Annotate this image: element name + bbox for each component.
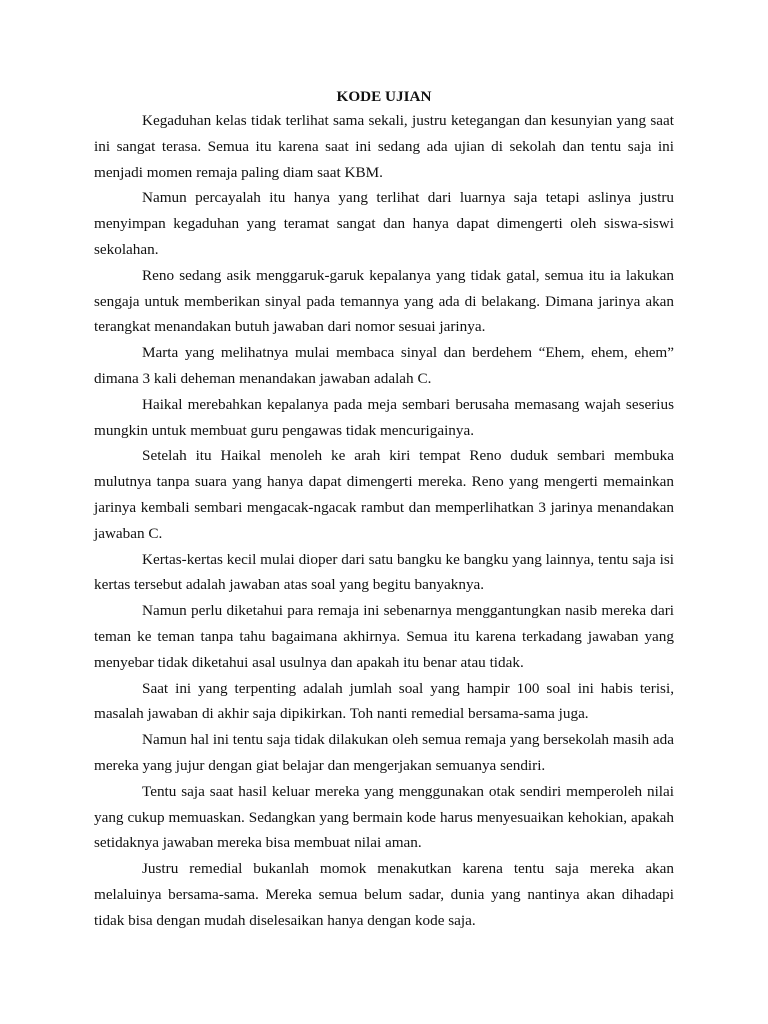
- document-body: [94, 86, 674, 934]
- paragraph: Namun percayalah itu hanya yang terlihat dari luarnya saja tetapi aslinya justru menyimpan kegaduhan yang teramat sangat dan hanya dapat dimengerti oleh siswa-siswi sekolahan.: [94, 189, 674, 258]
- paragraph: Saat ini yang terpenting adalah jumlah soal yang hampir 100 soal ini habis terisi, masalah jawaban di akhir saja dipikirkan. Toh nanti remedial bersama-sama juga.: [94, 679, 674, 723]
- paragraph: Reno sedang asik menggaruk-garuk kepalanya yang tidak gatal, semua itu ia lakukan sengaja untuk memberikan sinyal pada temannya yang ada di belakang. Dimana jarinya akan terangkat menandakan butuh jawaban dari nomor sesuai jarinya.: [94, 266, 674, 336]
- paragraph: Tentu saja saat hasil keluar mereka yang menggunakan otak sendiri memperoleh nilai yang cukup memuaskan. Sedangkan yang bermain kode harus menyesuaikan kehokian, apakah setidaknya jawaban mereka bisa membuat nilai aman.: [94, 782, 674, 852]
- paragraph: Setelah itu Haikal menoleh ke arah kiri tempat Reno duduk sembari membuka mulutnya tanpa suara yang hanya dapat dimengerti mereka. Reno yang mengerti memainkan jarinya kembali sembari mengacak-ngacak rambut dan memperlihatkan 3 jarinya menandakan jawaban C.: [94, 447, 674, 542]
- paragraph: Haikal merebahkan kepalanya pada meja sembari berusaha memasang wajah seserius mungkin untuk membuat guru pengawas tidak mencurigainya.: [94, 395, 674, 439]
- paragraph: Namun perlu diketahui para remaja ini sebenarnya menggantungkan nasib mereka dari teman ke teman tanpa tahu bagaimana akhirnya. Semua itu karena terkadang jawaban yang menyebar tidak diketahui asal usulnya dan apakah itu benar atau tidak.: [94, 602, 674, 671]
- paragraph: Justru remedial bukanlah momok menakutkan karena tentu saja mereka akan melaluinya bersama-sama. Mereka semua belum sadar, dunia yang nantinya akan dihadapi tidak bisa dengan mudah diselesaikan hanya dengan kode saja.: [94, 860, 674, 929]
- paragraph: Kertas-kertas kecil mulai dioper dari satu bangku ke bangku yang lainnya, tentu saja isi kertas tersebut adalah jawaban atas soal yang begitu banyaknya.: [94, 550, 674, 594]
- document-title: KODE UJIAN: [336, 88, 432, 105]
- paragraph: Kegaduhan kelas tidak terlihat sama sekali, justru ketegangan dan kesunyian yang saat ini sangat terasa. Semua itu karena saat ini sedang ada ujian di sekolah dan tentu saja ini menjadi momen remaja paling diam saat KBM.: [94, 112, 674, 181]
- paragraph: Namun hal ini tentu saja tidak dilakukan oleh semua remaja yang bersekolah masih ada mereka yang jujur dengan giat belajar dan mengerjakan semuanya sendiri.: [94, 731, 674, 774]
- paragraph: Marta yang melihatnya mulai membaca sinyal dan berdehem “Ehem, ehem, ehem” dimana 3 kali deheman menandakan jawaban adalah C.: [94, 344, 674, 387]
